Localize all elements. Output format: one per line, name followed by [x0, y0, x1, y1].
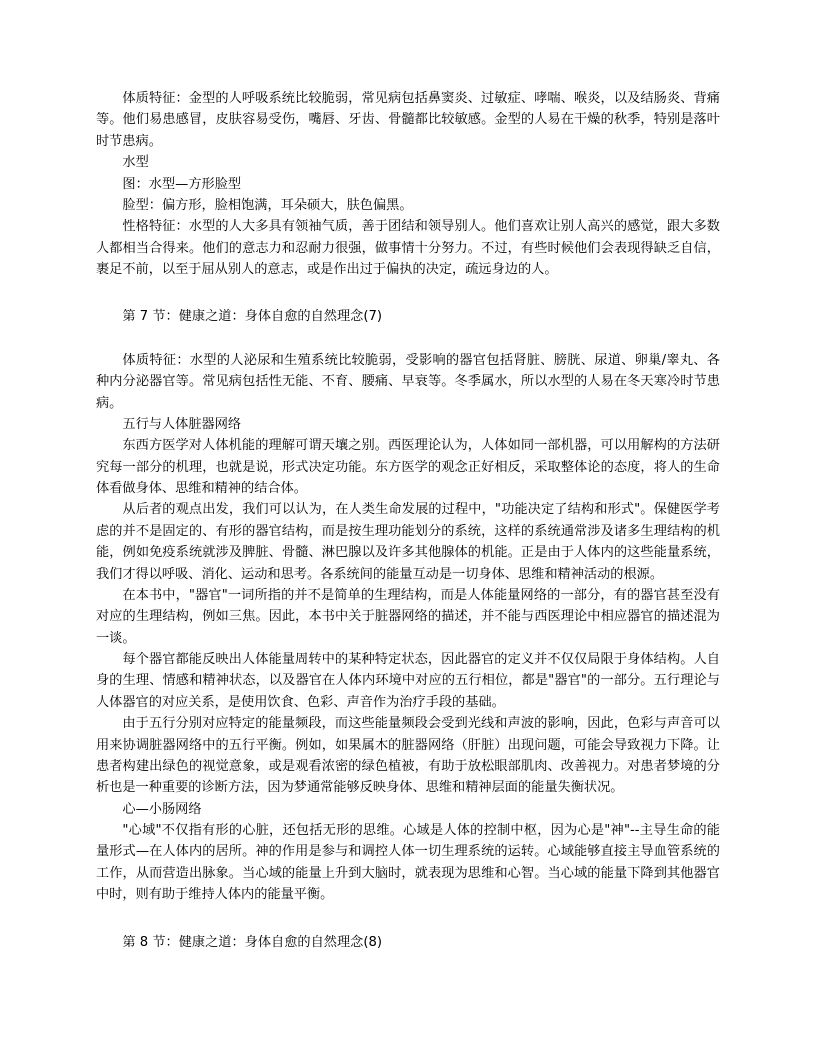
- section-heading-8: 第 8 节：健康之道：身体自愈的自然理念(8): [122, 934, 383, 950]
- paragraph: 图：水型—方形脸型: [122, 176, 242, 192]
- paragraph: 从后者的观点出发，我们可以认为，在人类生命发展的过程中，"功能决定了结构和形式"。保健医学考虑的并不是固定的、有形的器官结构，而是按生理功能划分的系统，这样的系统通常涉及诸多生理结构的机能，例如免疫系统就涉及脾脏、骨髓、淋巴腺以及许多其他腺体的机能。正是由于人体内的这些能量系统，我们才得以呼吸、消化、运动和思考。各系统间的能量互动是一切身体、思维和精神活动的根源。: [96, 502, 720, 582]
- heading-spacer: [96, 328, 720, 350]
- paragraph: 水型: [122, 155, 149, 171]
- document-body: [96, 88, 720, 953]
- section-spacer: [96, 280, 720, 306]
- paragraph: 体质特征：金型的人呼吸系统比较脆弱，常见病包括鼻窦炎、过敏症、哮喘、喉炎，以及结肠炎、背痛等。他们易患感冒，皮肤容易受伤，嘴唇、牙齿、骨髓都比较敏感。金型的人易在干燥的秋季，特别是落叶时节患病。: [96, 91, 720, 149]
- paragraph: 每个器官都能反映出人体能量周转中的某种特定状态，因此器官的定义并不仅仅局限于身体结构。人自身的生理、情感和精神状态，以及器官在人体内环境中对应的五行相位，都是"器官"的一部分。五行理论与人体器官的对应关系，是使用饮食、色彩、声音作为治疗手段的基础。: [96, 652, 720, 710]
- paragraph: "心域"不仅指有形的心脏，还包括无形的思维。心域是人体的控制中枢，因为心是"神"--主导生命的能量形式—在人体内的居所。神的作用是参与和调控人体一切生理系统的运转。心域能够直接主导血管系统的工作，从而营造出脉象。当心域的能量上升到大脑时，就表现为思维和心智。当心域的能量下降到其他器官中时，则有助于维持人体内的能量平衡。: [96, 823, 720, 903]
- paragraph: 在本书中，"器官"一词所指的并不是简单的生理结构，而是人体能量网络的一部分，有的器官甚至没有对应的生理结构，例如三焦。因此，本书中关于脏器网络的描述，并不能与西医理论中相应器官的描述混为一谈。: [96, 587, 720, 646]
- paragraph: 由于五行分别对应特定的能量频段，而这些能量频段会受到光线和声波的影响，因此，色彩与声音可以用来协调脏器网络中的五行平衡。例如，如果属木的脏器网络（肝脏）出现问题，可能会导致视力下降。让患者构建出绿色的视觉意象，或是观看浓密的绿色植被，有助于放松眼部肌肉、改善视力。对患者梦境的分析也是一种重要的诊断方法，因为梦通常能够反映身体、思维和精神层面的能量失衡状况。: [96, 716, 720, 796]
- paragraph: 性格特征：水型的人大多具有领袖气质，善于团结和领导别人。他们喜欢让别人高兴的感觉，跟大多数人都相当合得来。他们的意志力和忍耐力很强，做事情十分努力。不过，有些时候他们会表现得缺乏自信，裹足不前，以至于屈从别人的意志，或是作出过于偏执的决定，疏远身边的人。: [96, 219, 720, 277]
- section-spacer: [96, 906, 720, 932]
- paragraph: 脸型：偏方形，脸相饱满，耳朵硕大，肤色偏黑。: [122, 197, 413, 213]
- paragraph: 心—小肠网络: [122, 801, 202, 817]
- paragraph: 东西方医学对人体机能的理解可谓天壤之别。西医理论认为，人体如同一部机器，可以用解构的方法研究每一部分的机理，也就是说，形式决定功能。东方医学的观念正好相反，采取整体论的态度，将人的生命体看做身体、思维和精神的结合体。: [96, 438, 720, 496]
- paragraph: 体质特征：水型的人泌尿和生殖系统比较脆弱，受影响的器官包括肾脏、膀胱、尿道、卵巢/睾丸、各种内分泌器官等。常见病包括性无能、不育、腰痛、早衰等。冬季属水，所以水型的人易在冬天寒冷时节患病。: [96, 352, 720, 411]
- section-heading-7: 第 7 节：健康之道：身体自愈的自然理念(7): [122, 309, 383, 325]
- paragraph: 五行与人体脏器网络: [122, 416, 242, 432]
